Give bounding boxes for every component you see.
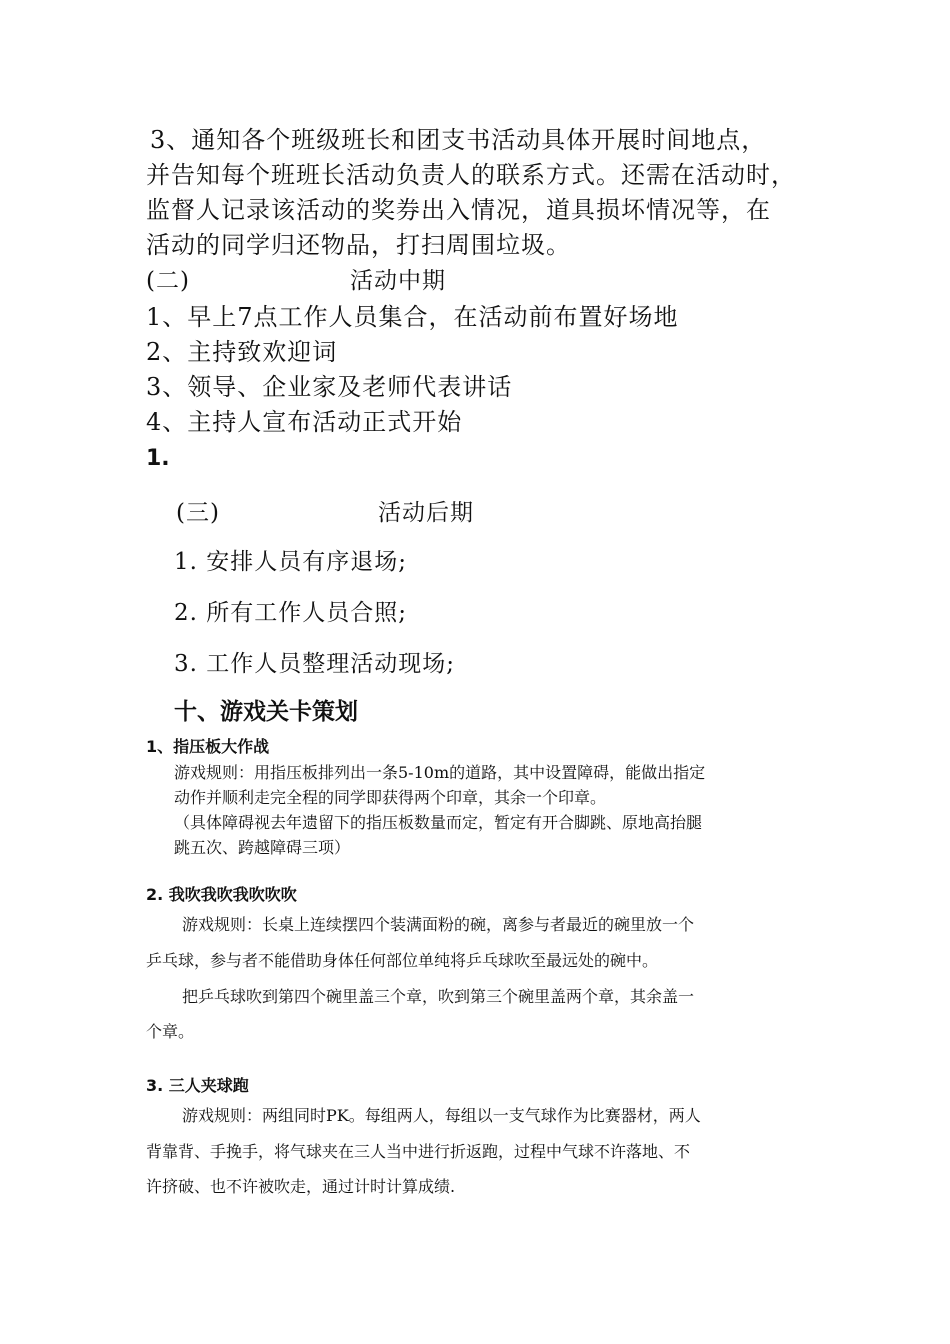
- late-item-1: 1. 安排人员有序退场;: [174, 549, 408, 575]
- game-1-title: 1、指压板大作战: [146, 737, 270, 756]
- game-2-line-4: 个章。: [146, 1022, 195, 1041]
- late-item-3: 3. 工作人员整理活动现场;: [174, 651, 456, 677]
- game-1-line-2: 动作并顺利走完全程的同学即获得两个印章，其余一个印章。: [174, 788, 607, 807]
- game-1-line-1: 游戏规则：用指压板排列出一条5-10m的道路，其中设置障碍，能做出指定: [174, 763, 706, 782]
- game-3-line-2: 背靠背、手挽手，将气球夹在三人当中进行折返跑，过程中气球不许落地、不: [146, 1142, 691, 1161]
- mid-item-1: 1、早上7点工作人员集合，在活动前布置好场地: [146, 303, 679, 331]
- prep-line-1: 3、通知各个班级班长和团支书活动具体开展时间地点，: [150, 126, 767, 154]
- game-2-line-3: 把乒乓球吹到第四个碗里盖三个章，吹到第三个碗里盖两个章，其余盖一: [182, 987, 695, 1006]
- game-3-line-1: 游戏规则：两组同时PK。每组两人，每组以一支气球作为比赛器材，两人: [182, 1106, 701, 1125]
- games-heading: 十、游戏关卡策划: [174, 699, 358, 725]
- mid-item-2: 2、主持致欢迎词: [146, 338, 338, 366]
- mid-item-3: 3、领导、企业家及老师代表讲话: [146, 373, 513, 401]
- prep-line-4: 活动的同学归还物品，打扫周围垃圾。: [146, 231, 571, 259]
- mid-item-4: 4、主持人宣布活动正式开始: [146, 408, 463, 436]
- game-3-title: 3. 三人夹球跑: [146, 1076, 249, 1095]
- game-1-line-3: （具体障碍视去年遗留下的指压板数量而定，暂定有开合脚跳、原地高抬腿: [174, 813, 703, 832]
- stray-list-number: 1.: [146, 446, 170, 471]
- game-2-line-1: 游戏规则：长桌上连续摆四个装满面粉的碗，离参与者最近的碗里放一个: [182, 915, 695, 934]
- late-section-title: 活动后期: [378, 500, 474, 526]
- late-section-number: (三): [176, 500, 220, 526]
- mid-section-title: 活动中期: [350, 268, 446, 294]
- prep-line-2: 并告知每个班班长活动负责人的联系方式。还需在活动时，: [146, 161, 796, 189]
- game-2-title: 2. 我吹我吹我吹吹吹: [146, 885, 297, 904]
- late-item-2: 2. 所有工作人员合照;: [174, 600, 408, 626]
- mid-section-number: (二): [146, 268, 190, 294]
- game-1-line-4: 跳五次、跨越障碍三项）: [174, 838, 351, 857]
- game-2-line-2: 乒乓球，参与者不能借助身体任何部位单纯将乒乓球吹至最远处的碗中。: [146, 951, 659, 970]
- game-3-line-3: 许挤破、也不许被吹走，通过计时计算成绩.: [146, 1177, 456, 1196]
- prep-line-3: 监督人记录该活动的奖券出入情况，道具损坏情况等，在: [146, 196, 771, 224]
